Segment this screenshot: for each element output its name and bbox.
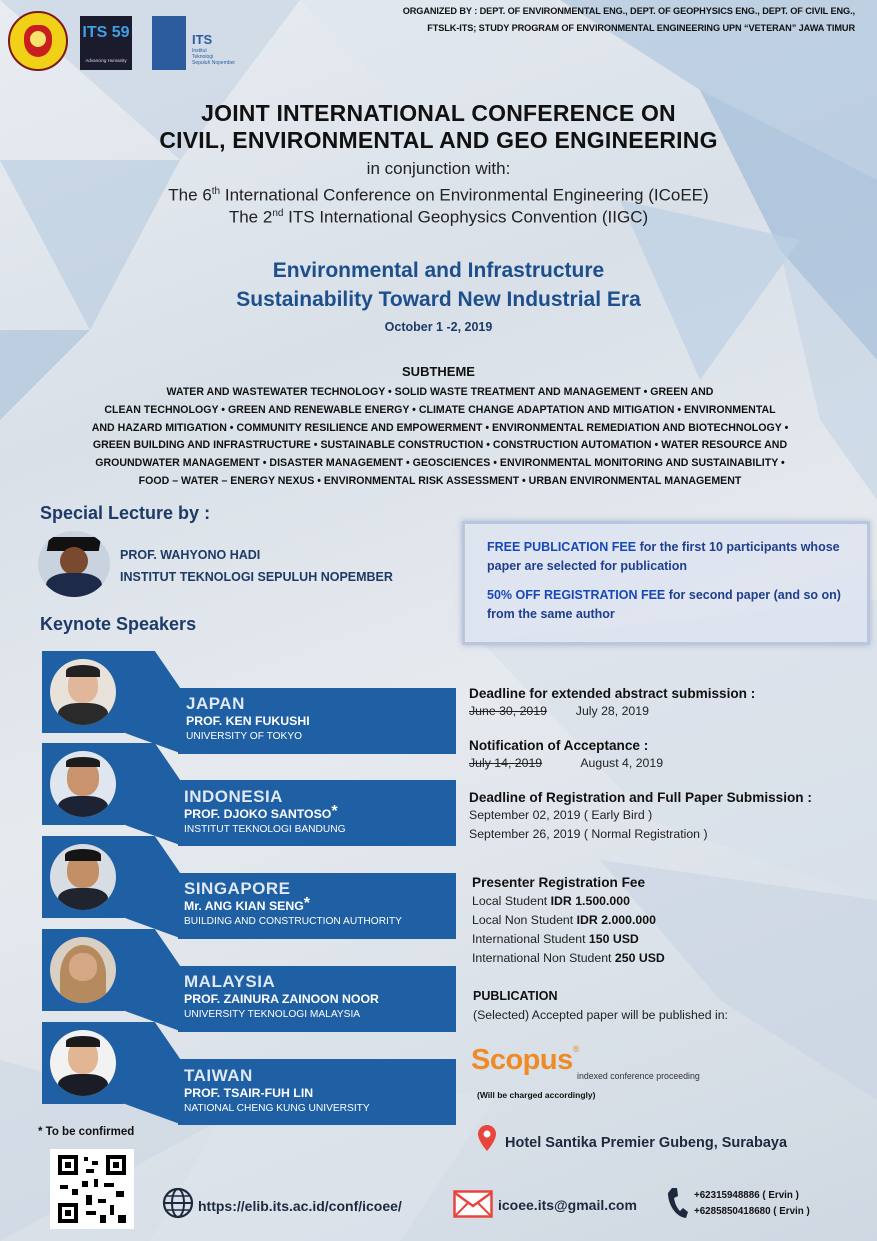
subtheme-line: CLEAN TECHNOLOGY • GREEN AND RENEWABLE ENERGY • CLIMATE CHANGE ADAPTATION AND MITIGATION • ENVIRONMENTAL	[104, 403, 776, 416]
notification-new-date: August 4, 2019	[580, 756, 664, 770]
conference-date: October 1 -2, 2019	[384, 320, 493, 334]
subtheme-line: GROUNDWATER MANAGEMENT • DISASTER MANAGEMENT • GEOSCIENCES • ENVIRONMENTAL MONITORING AND SUSTAINABILITY •	[95, 457, 785, 470]
fee-value: 150 USD	[588, 932, 639, 946]
special-lecturer-name: PROF. WAHYONO HADI	[120, 548, 261, 562]
fee-row	[472, 930, 852, 949]
fee-value: IDR 2.000.000	[576, 913, 656, 927]
fee-promo-box	[462, 521, 870, 645]
speaker-info	[184, 972, 379, 1022]
phone-number-1[interactable]: +62315948886 ( Ervin )	[694, 1190, 799, 1201]
free-publication-promo	[487, 538, 857, 576]
discount-promo	[487, 586, 857, 624]
icoee-prefix: The 6	[168, 185, 212, 205]
free-publication-label: FREE PUBLICATION FEE	[487, 540, 637, 554]
title-line-1: JOINT INTERNATIONAL CONFERENCE ON	[201, 100, 676, 126]
qr-code-icon	[50, 1149, 134, 1229]
publication-heading: PUBLICATION	[473, 989, 558, 1003]
subtheme-line: FOOD – WATER – ENERGY NEXUS • ENVIRONMENTAL RISK ASSESSMENT • URBAN ENVIRONMENTAL MANAGEMENT	[138, 474, 742, 487]
normal-registration-date: September 26, 2019 ( Normal Registration )	[469, 827, 708, 841]
special-lecture-heading: Special Lecture by :	[40, 503, 211, 523]
its-59-logo	[80, 16, 132, 70]
charge-note: (Will be charged accordingly)	[477, 1090, 596, 1100]
speaker-photo	[50, 937, 116, 1003]
speaker-info	[184, 1066, 370, 1116]
its-caption-1: Institut	[192, 48, 207, 54]
early-bird-date: September 02, 2019 ( Early Bird )	[469, 808, 653, 822]
speaker-photo	[50, 844, 116, 910]
iigc-prefix: The 2	[228, 207, 273, 227]
free-publication-text: for the first 10 participants whose paper are selected for publication	[487, 540, 840, 573]
fee-value: IDR 1.500.000	[550, 894, 630, 908]
subtheme-line: AND HAZARD MITIGATION • COMMUNITY RESILIENCE AND EMPOWERMENT • ENVIRONMENTAL REMEDIATION AND BIOTECHNOLOGY •	[91, 421, 789, 434]
icoee-sup: th	[211, 186, 221, 197]
discount-label: 50% OFF REGISTRATION FEE	[487, 588, 666, 602]
venue-text: Hotel Santika Premier Gubeng, Surabaya	[505, 1135, 788, 1151]
notification-dates	[469, 754, 869, 773]
its-emblem-icon	[152, 16, 186, 70]
organizer-line-2: FTSLK-ITS; STUDY PROGRAM OF ENVIRONMENTAL ENGINEERING UPN “VETERAN” JAWA TIMUR	[427, 23, 855, 33]
speaker-country: JAPAN	[186, 694, 245, 713]
abstract-new-date: July 28, 2019	[575, 704, 649, 718]
upn-logo	[8, 11, 68, 71]
theme-line-1: Environmental and Infrastructure	[272, 259, 605, 282]
fee-value: 250 USD	[614, 951, 665, 965]
conjunction-text: in conjunction with:	[366, 159, 511, 178]
scopus-wordmark: Scopus	[471, 1044, 573, 1076]
phone-icon	[666, 1187, 688, 1224]
to-be-confirmed-note: * To be confirmed	[38, 1126, 135, 1138]
special-lecturer-photo	[38, 531, 110, 597]
its-59-logo-text: ITS 59	[82, 24, 130, 41]
icoee-text: International Conference on Environmental Engineering (ICoEE)	[220, 185, 709, 205]
fee-row	[472, 911, 852, 930]
speaker-name: PROF. TSAIR-FUH LIN	[184, 1086, 314, 1100]
speaker-name: PROF. ZAINURA ZAINOON NOOR	[184, 992, 379, 1006]
location-pin-icon	[478, 1125, 496, 1156]
registration-fee-heading: Presenter Registration Fee	[472, 875, 646, 890]
speaker-name: PROF. DJOKO SANTOSO	[184, 807, 332, 821]
speaker-name: PROF. KEN FUKUSHI	[186, 714, 310, 728]
theme-line-2: Sustainability Toward New Industrial Era	[236, 288, 641, 311]
subtheme-line: GREEN BUILDING AND INFRASTRUCTURE • SUSTAINABLE CONSTRUCTION • CONSTRUCTION AUTOMATION • WATER RESOURCE AND	[92, 439, 788, 452]
speaker-institution: UNIVERSITY TEKNOLOGI MALAYSIA	[184, 1009, 361, 1020]
website-link[interactable]: https://elib.its.ac.id/conf/icoee/	[198, 1198, 402, 1214]
email-icon	[453, 1190, 493, 1223]
abstract-deadline-dates	[469, 702, 869, 721]
fee-row	[472, 949, 852, 968]
speaker-institution: NATIONAL CHENG KUNG UNIVERSITY	[184, 1103, 370, 1114]
fee-label: International Non Student	[472, 951, 615, 965]
fee-label: International Student	[472, 932, 589, 946]
unconfirmed-star: *	[331, 803, 338, 820]
indexed-proceeding-text: indexed conference proceeding	[577, 1071, 700, 1081]
speaker-info	[184, 879, 402, 929]
speaker-photo	[50, 751, 116, 817]
scopus-registered-mark: ®	[572, 1044, 580, 1054]
speaker-name-row	[184, 895, 402, 914]
unconfirmed-star: *	[303, 895, 311, 912]
keynote-heading: Keynote Speakers	[40, 614, 197, 634]
special-lecturer-institution: INSTITUT TEKNOLOGI SEPULUH NOPEMBER	[120, 570, 393, 584]
speaker-country: MALAYSIA	[184, 972, 276, 991]
abstract-old-date: June 30, 2019	[469, 704, 547, 718]
speaker-info	[186, 694, 310, 744]
speaker-institution: INSTITUT TEKNOLOGI BANDUNG	[184, 824, 346, 835]
speaker-institution: UNIVERSITY OF TOKYO	[186, 731, 303, 742]
publication-text: (Selected) Accepted paper will be published in:	[473, 1008, 728, 1022]
speaker-name-row	[184, 1085, 370, 1101]
speaker-name-row	[184, 991, 379, 1007]
notification-heading: Notification of Acceptance :	[469, 738, 649, 753]
abstract-deadline-heading: Deadline for extended abstract submission :	[469, 686, 756, 701]
its-59-caption: Advancing Humanity	[85, 58, 127, 63]
speaker-country: INDONESIA	[184, 787, 283, 806]
its-logo	[152, 16, 242, 70]
speaker-photo	[50, 659, 116, 725]
speaker-country: TAIWAN	[184, 1066, 253, 1085]
its-caption-2: Teknologi	[192, 54, 214, 60]
email-link[interactable]: icoee.its@gmail.com	[498, 1197, 637, 1213]
speaker-name: Mr. ANG KIAN SENG	[184, 899, 304, 913]
subtheme-heading: SUBTHEME	[402, 364, 475, 379]
important-dates	[469, 686, 869, 844]
iigc-text: ITS International Geophysics Convention (IIGC)	[283, 207, 649, 227]
iigc-line	[0, 203, 877, 229]
notification-old-date: July 14, 2019	[469, 756, 543, 770]
phone-numbers	[694, 1188, 810, 1220]
iigc-sup: nd	[272, 208, 284, 219]
fee-label: Local Student	[472, 894, 551, 908]
conference-theme	[0, 256, 877, 314]
subtheme-line: WATER AND WASTEWATER TECHNOLOGY • SOLID WASTE TREATMENT AND MANAGEMENT • GREEN AND	[166, 386, 714, 398]
speaker-country: SINGAPORE	[184, 879, 291, 898]
speaker-name-row	[184, 803, 346, 822]
speaker-info	[184, 787, 346, 837]
speaker-name-row	[186, 713, 310, 729]
conference-title	[0, 100, 877, 154]
subtheme-list	[40, 384, 840, 491]
speaker-photo	[50, 1030, 116, 1096]
title-line-2: CIVIL, ENVIRONMENTAL AND GEO ENGINEERING	[159, 127, 718, 153]
registration-fee	[472, 875, 852, 968]
organizer-text	[335, 3, 855, 37]
speaker-institution: BUILDING AND CONSTRUCTION AUTHORITY	[184, 916, 402, 927]
its-caption-3: Sepuluh Nopember	[192, 60, 236, 66]
discount-text: for second paper (and so on) from the same author	[487, 588, 841, 621]
globe-icon	[162, 1187, 194, 1224]
organizer-line-1: ORGANIZED BY : DEPT. OF ENVIRONMENTAL ENG., DEPT. OF GEOPHYSICS ENG., DEPT. OF CIVIL ENG.,	[402, 6, 855, 16]
publication-section	[473, 989, 853, 1025]
scopus-logo	[471, 1044, 579, 1077]
special-lecturer	[120, 544, 393, 588]
fee-label: Local Non Student	[472, 913, 577, 927]
phone-number-2[interactable]: +6285850418680 ( Ervin )	[694, 1206, 810, 1217]
fee-row	[472, 892, 852, 911]
qr-code[interactable]	[50, 1149, 134, 1229]
its-logo-text: ITS	[192, 32, 213, 47]
registration-deadline-heading: Deadline of Registration and Full Paper Submission :	[469, 790, 812, 805]
